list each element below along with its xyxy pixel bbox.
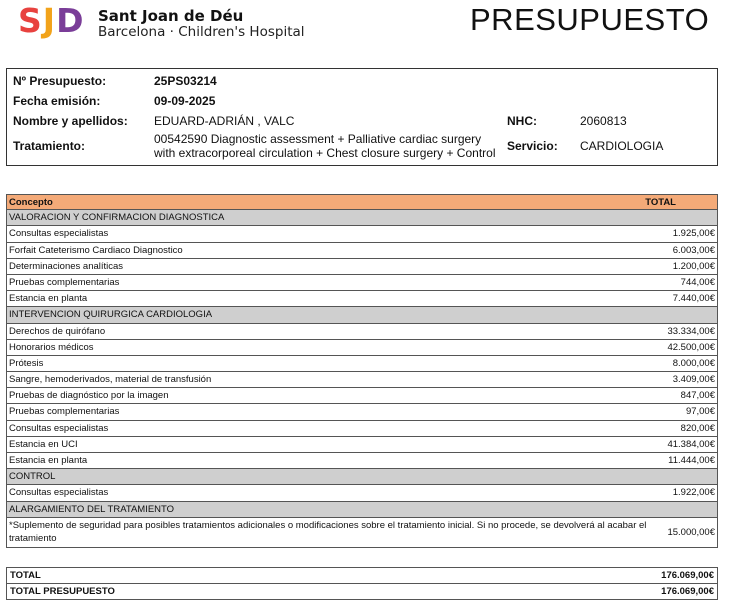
concept-cell: Determinaciones analíticas [9, 260, 124, 272]
amount-cell: 6.003,00€ [672, 244, 715, 256]
budget-number-value: 25PS03214 [154, 74, 217, 88]
table-row [6, 485, 718, 501]
amount-cell: 41.384,00€ [667, 438, 715, 450]
concept-cell: Estancia en planta [9, 455, 88, 466]
total-column-header: TOTAL [645, 197, 676, 208]
concept-cell: Consultas especialistas [9, 487, 109, 499]
hospital-subtitle: Barcelona · Children's Hospital [98, 24, 305, 40]
amount-cell: 15.000,00€ [667, 526, 715, 538]
table-row [6, 437, 718, 453]
table-row [6, 404, 718, 420]
total-value: 176.069,00€ [661, 570, 714, 581]
table-row [6, 518, 718, 548]
totals-block [6, 567, 718, 600]
concept-cell: Consultas especialistas [9, 228, 109, 240]
amount-cell: 1.200,00€ [672, 260, 715, 272]
table-row [6, 372, 718, 388]
concept-cell: Pruebas de diagnóstico por la imagen [9, 390, 169, 402]
logo-letter-j: J [42, 1, 57, 40]
document-title: PRESUPUESTO [470, 2, 710, 37]
section-row [6, 469, 718, 485]
table-row [6, 388, 718, 404]
table-row [6, 226, 718, 242]
logo-letter-d: D [56, 1, 85, 40]
amount-cell: 820,00€ [680, 422, 715, 434]
concept-cell: Estancia en planta [9, 293, 88, 305]
table-row [6, 340, 718, 356]
table-row [6, 291, 718, 307]
amount-cell: 11.444,00€ [668, 455, 715, 466]
concept-cell: Consultas especialistas [9, 422, 109, 434]
concept-cell: Pruebas complementarias [9, 276, 120, 288]
patient-name-label: Nombre y apellidos: [13, 114, 128, 128]
table-row [6, 259, 718, 275]
table-row [6, 243, 718, 259]
amount-cell: 744,00€ [680, 276, 715, 288]
hospital-name: Sant Joan de Déu [98, 7, 244, 25]
table-row [6, 453, 718, 469]
logo-letter-s: S [18, 1, 43, 40]
table-row [6, 275, 718, 291]
patient-name-value: EDUARD-ADRIÁN , VALC [154, 114, 295, 128]
concept-cell: Pruebas complementarias [9, 406, 120, 418]
total-budget-row [7, 584, 717, 600]
amount-cell: 97,00€ [685, 406, 715, 418]
total-budget-label: TOTAL PRESUPUESTO [10, 586, 115, 598]
section-title: CONTROL [9, 471, 56, 483]
logo-mark [18, 1, 84, 41]
budget-number-label: Nº Presupuesto: [13, 74, 107, 88]
amount-cell: 1.922,00€ [672, 487, 715, 499]
concept-cell: Estancia en UCI [9, 438, 78, 450]
table-body [6, 210, 718, 548]
amount-cell: 33.334,00€ [667, 325, 715, 337]
amount-cell: 3.409,00€ [672, 374, 715, 386]
table-row [6, 356, 718, 372]
amount-cell: 42.500,00€ [667, 341, 715, 353]
concept-cell: Honorarios médicos [9, 341, 94, 353]
amount-cell: 847,00€ [680, 390, 715, 402]
table-row [6, 324, 718, 340]
treatment-line-2: with extracorporeal circulation + Chest closure surgery + Control [154, 146, 496, 160]
service-label: Servicio: [507, 139, 558, 153]
issue-date-label: Fecha emisión: [13, 94, 101, 108]
nhc-value: 2060813 [580, 114, 627, 128]
budget-table [6, 194, 718, 548]
concept-cell: *Suplemento de seguridad para posibles tratamientos adicionales o modificaciones sobre el tratamiento inicial. Si no procede, se devolverá al acabar el tratamiento [9, 519, 647, 544]
section-row [6, 307, 718, 323]
patient-info-box [6, 68, 718, 166]
amount-cell: 7.440,00€ [672, 293, 715, 305]
total-budget-value: 176.069,00€ [661, 586, 714, 598]
concept-cell: Prótesis [9, 357, 44, 369]
amount-cell: 1.925,00€ [672, 228, 715, 240]
treatment-label: Tratamiento: [13, 139, 86, 153]
concept-cell: Sangre, hemoderivados, material de transfusión [9, 374, 212, 386]
concept-cell: Derechos de quirófano [9, 325, 106, 337]
section-title: VALORACION Y CONFIRMACION DIAGNOSTICA [9, 212, 225, 224]
concept-cell: Forfait Cateterismo Cardiaco Diagnostico [9, 244, 183, 256]
total-row [7, 568, 717, 584]
concept-column-header: Concepto [9, 197, 53, 208]
issue-date-value: 09-09-2025 [154, 94, 216, 108]
total-label: TOTAL [10, 570, 41, 581]
table-row [6, 421, 718, 437]
section-title: ALARGAMIENTO DEL TRATAMIENTO [9, 503, 175, 515]
amount-cell: 8.000,00€ [672, 357, 715, 369]
service-value: CARDIOLOGIA [580, 139, 664, 153]
section-row [6, 502, 718, 518]
table-header-row [6, 194, 718, 210]
treatment-line-1: 00542590 Diagnostic assessment + Palliative cardiac surgery [154, 132, 482, 146]
section-row [6, 210, 718, 226]
section-title: INTERVENCION QUIRURGICA CARDIOLOGIA [9, 309, 213, 321]
nhc-label: NHC: [507, 114, 537, 128]
